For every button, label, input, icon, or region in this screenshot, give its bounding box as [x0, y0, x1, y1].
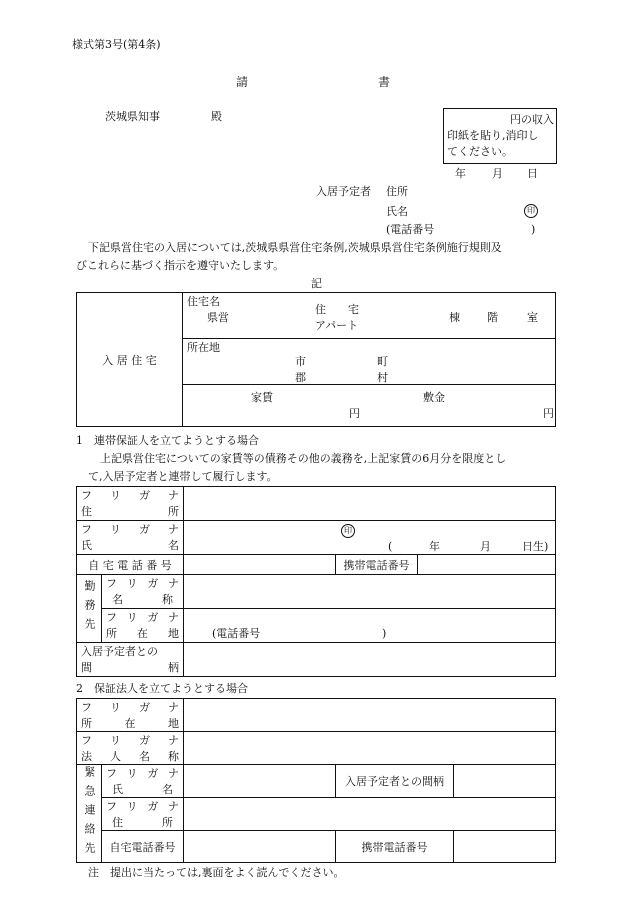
- emg-name-furigana-1: フ: [106, 767, 117, 780]
- furigana-name-4: ナ: [168, 523, 179, 536]
- rent-yen: 円: [349, 407, 360, 420]
- furigana-row-name: [81, 521, 179, 537]
- corp-name-furigana-2: リ: [110, 734, 121, 747]
- work-furigana-2: リ: [126, 577, 138, 590]
- guarantor-address-label-cell: [77, 487, 184, 521]
- section1-desc2: て,入居予定者と連帯して履行します。: [88, 470, 278, 483]
- work-loc-furigana-row: [106, 609, 179, 625]
- emg-name-char-1: 氏: [112, 783, 123, 796]
- apart-label: アパート: [315, 319, 359, 332]
- section1-title: 1 連帯保証人を立てようとする場合: [76, 434, 259, 447]
- corp-name-char-1: 法: [81, 750, 92, 763]
- corp-name-char-2: 人: [110, 750, 121, 763]
- address-label-row: [81, 503, 179, 519]
- date-year: 年: [455, 167, 466, 180]
- emergency-address-field[interactable]: [184, 798, 556, 831]
- housing-table: [76, 292, 556, 427]
- emergency-home-phone-field[interactable]: [184, 831, 336, 863]
- corp-loc-char-1: 所: [81, 717, 92, 730]
- work-name-row: [106, 591, 179, 607]
- emg-name-furigana-2: リ: [126, 767, 138, 780]
- address-char-1: 住: [81, 505, 92, 518]
- date-month: 月: [492, 167, 503, 180]
- guarantor-name-field[interactable]: [184, 521, 556, 555]
- corp-location-field[interactable]: [184, 699, 556, 732]
- work-loc-furigana-3: ガ: [147, 611, 159, 624]
- emergency-contact-label: 緊急連絡先: [77, 765, 102, 863]
- emergency-relation-label: 入居予定者との間柄: [336, 765, 454, 798]
- guarantor-address-field[interactable]: [184, 487, 556, 521]
- mobile-label: 携帯電話番号: [336, 555, 418, 575]
- mobile-field[interactable]: [418, 555, 556, 575]
- emergency-home-phone-label: 自宅電話番号: [102, 831, 184, 863]
- date-day: 日: [527, 167, 538, 180]
- address-char-2: 所: [168, 505, 179, 518]
- work-furigana-3: ガ: [147, 577, 159, 590]
- name-char-1: 氏: [81, 539, 92, 552]
- ki-label: 記: [311, 277, 322, 290]
- applicant-phone-label: (電話番号: [386, 223, 435, 236]
- stamp-box-line1: 円の収入: [510, 113, 554, 126]
- jutaku-label: 住 宅: [315, 303, 359, 316]
- work-name-char-2: 称: [162, 593, 173, 606]
- stamp-duty-box: [443, 108, 557, 164]
- corporate-guarantor-table: [76, 698, 556, 863]
- corp-loc-furigana-4: ナ: [168, 701, 179, 714]
- corp-loc-furigana-3: ガ: [139, 701, 150, 714]
- furigana-name-2: リ: [110, 523, 121, 536]
- addressee: 茨城県知事: [105, 110, 160, 123]
- city-label: 市: [295, 355, 306, 368]
- honorific: 殿: [211, 110, 222, 123]
- emg-addr-furigana-4: ナ: [167, 800, 179, 813]
- district-label: 郡: [295, 371, 306, 384]
- corp-loc-furigana-row: [81, 699, 179, 715]
- town-label: 町: [377, 355, 388, 368]
- birth-open: (: [388, 540, 393, 553]
- applicant-phone-close: ): [531, 223, 536, 236]
- work-loc-furigana-2: リ: [126, 611, 138, 624]
- work-name-char-1: 名: [112, 593, 123, 606]
- work-furigana-1: フ: [106, 577, 117, 590]
- emg-name-row: [106, 781, 179, 797]
- furigana-name-3: ガ: [139, 523, 150, 536]
- applicant-address-label: 住所: [386, 185, 408, 198]
- emg-addr-furigana-1: フ: [106, 800, 117, 813]
- emg-addr-char-2: 所: [162, 816, 173, 829]
- emergency-mobile-label: 携帯電話番号: [336, 831, 454, 863]
- emg-name-char-2: 名: [162, 783, 173, 796]
- corp-loc-row: [81, 715, 179, 731]
- work-location-field[interactable]: [184, 609, 556, 643]
- relation-label-line1: 入居予定者との: [81, 645, 158, 658]
- work-loc-furigana-4: ナ: [167, 611, 179, 624]
- home-phone-label: 自 宅 電 話 番 号: [77, 555, 184, 575]
- emg-name-furigana-row: [106, 765, 179, 781]
- furigana-row: [81, 487, 179, 503]
- stamp-box-line2: 印紙を貼り,消印し: [447, 129, 539, 142]
- location-cell: [183, 339, 556, 385]
- corp-name-row: [81, 748, 179, 764]
- title-right: 書: [378, 75, 391, 89]
- work-loc-char-2: 在: [137, 627, 148, 640]
- birth-year: 年: [429, 540, 440, 553]
- guarantor-seal-mark: 印: [341, 524, 355, 538]
- name-label-row: [81, 537, 179, 553]
- location-label: 所在地: [187, 341, 220, 354]
- emg-addr-row: [106, 814, 179, 830]
- section1-desc1: 上記県営住宅についての家賃等の債務その他の義務を,上記家賃の6月分を限度とし: [100, 452, 507, 465]
- housing-name-cell: [183, 293, 556, 339]
- relation-char-2: 柄: [168, 661, 179, 674]
- rent-cell: [183, 385, 556, 427]
- guarantor-name-label-cell: [77, 521, 184, 555]
- relation-label-cell: [77, 643, 184, 677]
- applicant-label: 入居予定者: [316, 185, 371, 198]
- relation-char-1: 間: [81, 661, 92, 674]
- furigana-4: ナ: [168, 489, 179, 502]
- work-name-field[interactable]: [184, 575, 556, 609]
- work-loc-char-3: 地: [168, 627, 179, 640]
- relation-label-line2: [81, 659, 179, 675]
- room-label: 室: [527, 311, 538, 324]
- furigana-1: フ: [81, 489, 92, 502]
- guarantor-table: [76, 486, 556, 677]
- seal-mark: 印: [524, 204, 538, 218]
- corp-loc-char-2: 在: [124, 717, 136, 730]
- birth-month: 月: [480, 540, 491, 553]
- title-left: 請: [236, 75, 249, 89]
- corp-name-furigana-1: フ: [81, 734, 92, 747]
- work-furigana-row: [106, 575, 179, 591]
- corp-name-char-4: 称: [168, 750, 179, 763]
- furigana-2: リ: [110, 489, 121, 502]
- birth-day: 日生): [522, 540, 549, 553]
- corp-loc-char-3: 地: [168, 717, 179, 730]
- emg-addr-furigana-row: [106, 798, 179, 814]
- corp-name-label-cell: [77, 732, 184, 765]
- corp-loc-furigana-1: フ: [81, 701, 92, 714]
- work-loc-row: [106, 625, 179, 641]
- prefectural-label: 県営: [207, 311, 229, 324]
- emg-name-furigana-4: ナ: [167, 767, 179, 780]
- corp-name-furigana-3: ガ: [139, 734, 150, 747]
- work-loc-char-1: 所: [106, 627, 117, 640]
- rent-label: 家賃: [251, 391, 273, 404]
- corp-location-label-cell: [77, 699, 184, 732]
- emg-addr-furigana-3: ガ: [147, 800, 159, 813]
- emergency-address-label-cell: [102, 798, 184, 831]
- corp-name-furigana-4: ナ: [168, 734, 179, 747]
- work-loc-furigana-1: フ: [106, 611, 117, 624]
- home-phone-field[interactable]: [184, 555, 336, 575]
- emergency-name-field[interactable]: [184, 765, 336, 798]
- building-label: 棟: [449, 311, 460, 324]
- deposit-label: 敷金: [423, 391, 445, 404]
- work-furigana-4: ナ: [167, 577, 179, 590]
- work-phone-close: ): [382, 627, 387, 640]
- workplace-label: 勤務先: [77, 575, 102, 643]
- stamp-box-line3: てください。: [447, 145, 513, 158]
- deposit-yen: 円: [543, 407, 554, 420]
- emg-addr-char-1: 住: [112, 816, 123, 829]
- applicant-name-label: 氏名: [386, 205, 408, 218]
- work-phone-label: (電話番号: [212, 627, 261, 640]
- footer-note: 注 提出に当たっては,裏面をよく読んでください。: [88, 866, 345, 879]
- emg-addr-furigana-2: リ: [126, 800, 138, 813]
- emg-name-furigana-3: ガ: [147, 767, 159, 780]
- emergency-name-label-cell: [102, 765, 184, 798]
- intro-line1: 下記県営住宅の入居については,茨城県県営住宅条例,茨城県県営住宅条例施行規則及: [88, 241, 502, 254]
- form-number: 様式第3号(第4条): [72, 38, 161, 51]
- corp-name-furigana-row: [81, 732, 179, 748]
- emergency-mobile-field[interactable]: [454, 831, 556, 863]
- furigana-3: ガ: [139, 489, 150, 502]
- housing-name-label: 住宅名: [187, 295, 220, 308]
- emergency-relation-field[interactable]: [454, 765, 556, 798]
- relation-field[interactable]: [184, 643, 556, 677]
- furigana-name-1: フ: [81, 523, 92, 536]
- village-label: 村: [377, 371, 388, 384]
- intro-line2: びこれらに基づく指示を遵守いたします。: [76, 259, 285, 272]
- floor-label: 階: [487, 311, 498, 324]
- corp-name-char-3: 名: [139, 750, 150, 763]
- corp-name-field[interactable]: [184, 732, 556, 765]
- work-name-label-cell: [102, 575, 184, 609]
- corp-loc-furigana-2: リ: [110, 701, 121, 714]
- work-location-label-cell: [102, 609, 184, 643]
- name-char-2: 名: [168, 539, 179, 552]
- section2-title: 2 保証法人を立てようとする場合: [76, 682, 248, 695]
- housing-row-label: 入 居 住 宅: [77, 293, 183, 427]
